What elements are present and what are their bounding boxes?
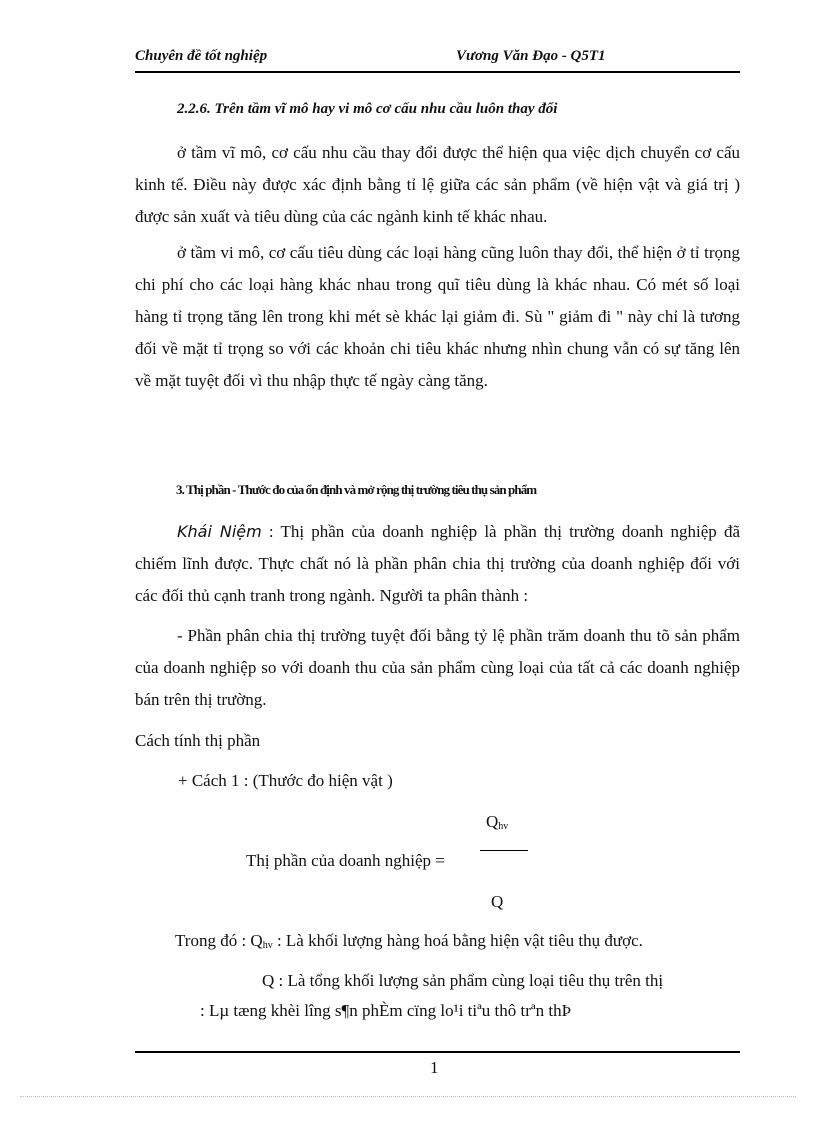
fraction-bar: [480, 850, 528, 851]
formula-lhs: Thị phần của doanh nghiệp =: [246, 851, 445, 870]
paragraph-micro: ở tầm vi mô, cơ cấu tiêu dùng các loại hàng cũng luôn thay đổi, thể hiện ở tỉ trọng chi phí cho các loại hàng khác nhau trong quĩ tiêu dùng là khác nhau. Có mét số loại hàng tỉ trọng tăng lên trong khi mét sè khác lại giảm đi. Sù " giảm đi " này chỉ là tương đối về mặt tỉ trọng so với các khoản chi tiêu khác nhưng nhìn chung vẫn có sự tăng lên về mặt tuyệt đối vì thu nhập thực tế ngày càng tăng.: [135, 243, 740, 390]
footer-rule: [135, 1051, 740, 1053]
header-rule: [135, 71, 740, 73]
paragraph-absolute-share: - Phần phân chia thị trường tuyệt đối bằng tỷ lệ phần trăm doanh thu tõ sản phẩm của doanh nghiệp so với doanh thu của sản phẩm cùng loại của tất cả các doanh nghiệp bán trên thị trường.: [135, 626, 740, 709]
header-right-author: Vương Văn Đạo - Q5T1: [456, 48, 606, 64]
page-number: 1: [430, 1058, 439, 1077]
page-break-line: [20, 1096, 796, 1097]
concept-text: : Thị phần của doanh nghiệp là phần thị trường doanh nghiệp đã chiếm lĩnh được. Thực chất nó là phần phân chia thị trường của doanh nghiệp đối với các đối thủ cạnh tranh trong ngành. Người ta phân thành :: [135, 522, 741, 605]
section-3-heading: 3. Thị phần - Thước đo của ổn định và mở rộng thị trường tiêu thụ sản phẩm: [176, 482, 537, 497]
where-line: Trong đó : $Q_{hv}$ : Là khối lượng hàng hoá bằng hiện vật tiêu thụ được.: [175, 931, 643, 951]
garbled-text-line: : Lµ tæng khèi lîng s¶n phÈm cïng lo¹i tiªu thô trªn thÞ: [200, 1001, 572, 1020]
calc-heading: Cách tính thị phần: [135, 731, 261, 750]
method-1: + Cách 1 : (Thước đo hiện vật ): [178, 771, 393, 790]
formula-numerator: $Q_{hv}$: [486, 812, 509, 832]
concept-label: Khái Niệm: [177, 522, 262, 541]
paragraph-concept: [135, 516, 740, 612]
formula-denominator: Q: [491, 892, 504, 911]
q-definition-line: Q : Là tổng khối lượng sản phẩm cùng loại tiêu thụ trên thị: [262, 971, 664, 990]
header-left-title: Chuyên đề tốt nghiệp: [135, 48, 268, 64]
section-2-2-6-heading: 2.2.6. Trên tầm vĩ mô hay vi mô cơ cấu nhu cầu luôn thay đổi: [177, 101, 558, 117]
paragraph-macro: ở tầm vĩ mô, cơ cấu nhu cầu thay đổi được thể hiện qua việc dịch chuyển cơ cấu kinh tế. Điều này được xác định bằng tỉ lệ giữa các sản phẩm (về hiện vật và giá trị ) được sản xuất và tiêu dùng của các ngành kinh tế khác nhau.: [135, 143, 740, 226]
